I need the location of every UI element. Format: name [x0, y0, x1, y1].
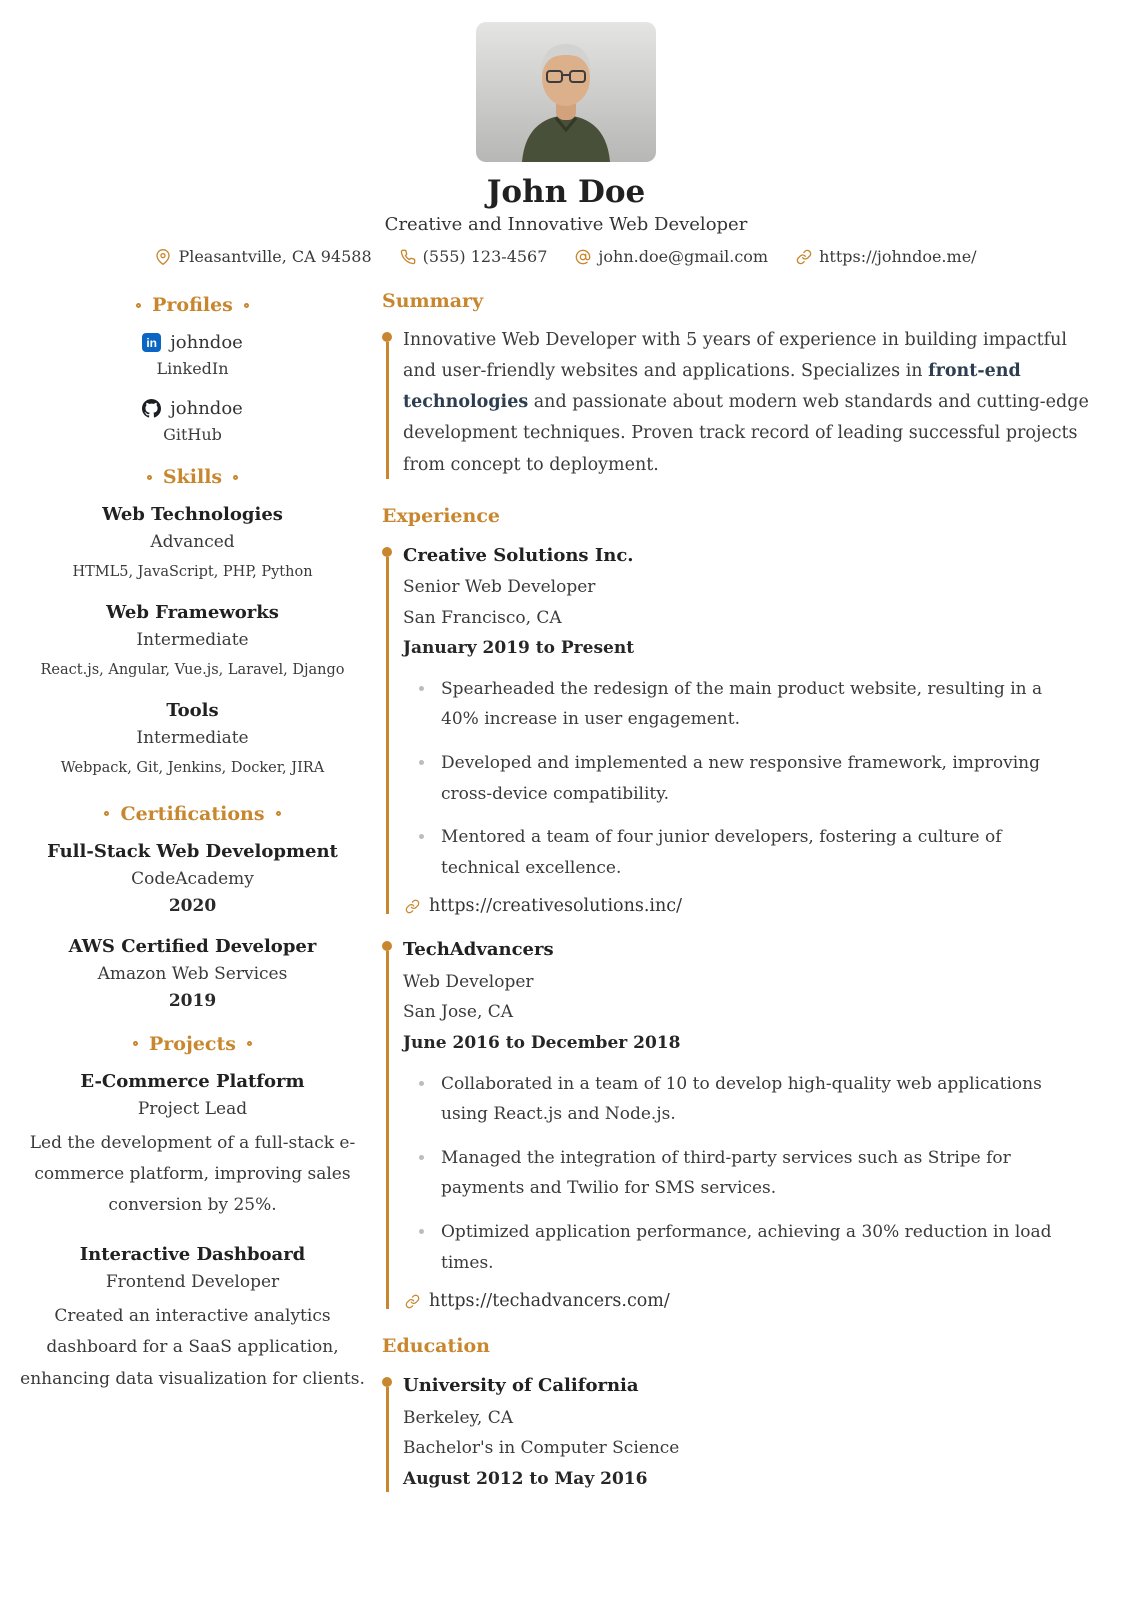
ring-icon	[244, 303, 249, 308]
timeline-line	[386, 557, 389, 915]
skill-name: Tools	[166, 700, 219, 722]
bullet-dot-icon	[419, 834, 424, 839]
ring-icon	[104, 811, 109, 816]
position-title: Web Developer	[403, 971, 534, 992]
bullet-dot-icon	[419, 1229, 424, 1234]
ring-icon	[136, 303, 141, 308]
portrait-illustration	[476, 22, 656, 162]
timeline-dot	[382, 332, 392, 342]
section-heading-experience: Experience	[382, 504, 500, 527]
project-role: Project Lead	[137, 1098, 248, 1119]
map-pin-icon	[155, 249, 171, 265]
section-heading-profiles	[20, 294, 365, 316]
company-url-text: https://creativesolutions.inc/	[429, 896, 682, 917]
bullet-text: Spearheaded the redesign of the main product website, resulting in a 40% increase in user engagement.	[441, 678, 1043, 730]
profile-network: LinkedIn	[156, 359, 229, 378]
school-location: Berkeley, CA	[403, 1407, 513, 1428]
contact-email[interactable]	[575, 247, 768, 266]
section-heading-skills	[20, 466, 365, 488]
company-url-text: https://techadvancers.com/	[429, 1291, 670, 1312]
section-experience	[382, 505, 1096, 1311]
link-icon	[405, 1294, 420, 1309]
summary-paragraph	[403, 325, 1096, 481]
link-icon	[405, 899, 420, 914]
bullet-item	[419, 674, 1083, 735]
certification-name: AWS Certified Developer	[68, 935, 317, 957]
profile-photo	[476, 22, 656, 162]
section-heading-projects	[20, 1033, 365, 1055]
profile-network: GitHub	[163, 425, 222, 444]
bullet-dot-icon	[419, 1155, 424, 1160]
bullet-item	[419, 748, 1083, 809]
certification-issuer: Amazon Web Services	[97, 963, 288, 984]
certification-year: 2020	[168, 895, 217, 916]
education-header	[403, 1370, 1096, 1494]
timeline-dot	[382, 941, 392, 951]
summary-text-after: and passionate about modern web standards and cutting-edge development techniques. Proven track record of leading successful projects from concept to deployment.	[403, 392, 1089, 475]
summary-text-bold: front-end technologies	[403, 361, 1021, 413]
skill-level: Intermediate	[136, 728, 249, 749]
position-title: Senior Web Developer	[403, 577, 596, 598]
project-description: Created an interactive analytics dashboard for a SaaS application, enhancing data visualization for clients.	[20, 1305, 365, 1389]
timeline-dot	[382, 1377, 392, 1387]
bullet-item	[419, 1069, 1083, 1130]
heading-label: Certifications	[120, 802, 265, 825]
profile-username: johndoe	[170, 332, 243, 353]
skill-name: Web Frameworks	[106, 602, 279, 624]
experience-entry	[382, 540, 1096, 917]
contact-row	[0, 247, 1132, 266]
bullet-text: Mentored a team of four junior developers, fostering a culture of technical excellence.	[441, 827, 1002, 878]
experience-bullets	[403, 1069, 1083, 1279]
certification-year: 2019	[168, 990, 217, 1011]
project-role: Frontend Developer	[105, 1271, 280, 1292]
section-education	[382, 1335, 1096, 1494]
resume-body	[0, 266, 1132, 1518]
timeline-line	[386, 342, 389, 479]
timeline-line	[386, 1387, 389, 1492]
contact-location	[155, 247, 371, 266]
resume-header	[0, 0, 1132, 266]
phone-text: (555) 123-4567	[422, 247, 548, 266]
page-title: John Doe	[486, 174, 646, 210]
profile-link[interactable]	[20, 398, 365, 419]
job-title: Creative and Innovative Web Developer	[384, 214, 748, 235]
summary-text-before: Innovative Web Developer with 5 years of experience in building impactful and user-friendly websites and applications. Specializes in	[403, 330, 1068, 382]
project-name: E-Commerce Platform	[80, 1070, 305, 1092]
ring-icon	[276, 811, 281, 816]
skill-level: Intermediate	[136, 630, 249, 651]
bullet-dot-icon	[419, 686, 424, 691]
skill-keywords: Webpack, Git, Jenkins, Docker, JIRA	[60, 760, 325, 777]
company-name: Creative Solutions Inc.	[403, 544, 634, 566]
email-text: john.doe@gmail.com	[598, 247, 769, 266]
heading-label: Skills	[162, 466, 223, 488]
ring-icon	[247, 1041, 252, 1046]
ring-icon	[147, 475, 152, 480]
company-url-link[interactable]	[403, 896, 1096, 916]
date-range: June 2016 to December 2018	[403, 1033, 681, 1054]
github-icon	[142, 399, 161, 418]
bullet-dot-icon	[419, 760, 424, 765]
education-entry	[382, 1370, 1096, 1494]
degree: Bachelor's in Computer Science	[403, 1438, 680, 1459]
date-range: January 2019 to Present	[403, 638, 635, 659]
skill-level: Advanced	[150, 532, 235, 552]
certification-name: Full-Stack Web Development	[47, 840, 338, 862]
website-text: https://johndoe.me/	[819, 247, 977, 266]
profile-item-linkedin	[20, 332, 365, 378]
company-name: TechAdvancers	[403, 939, 554, 961]
at-sign-icon	[575, 249, 591, 265]
project-item	[20, 1071, 365, 1222]
ring-icon	[233, 475, 238, 480]
contact-website[interactable]	[796, 247, 976, 266]
main-column	[382, 290, 1096, 1518]
experience-bullets	[403, 674, 1083, 884]
timeline-dot	[382, 547, 392, 557]
heading-label: Profiles	[152, 294, 233, 316]
skill-keywords: React.js, Angular, Vue.js, Laravel, Django	[40, 662, 345, 679]
bullet-item	[419, 1143, 1083, 1204]
profile-item-github	[20, 398, 365, 444]
section-summary	[382, 290, 1096, 481]
experience-header	[403, 934, 1096, 1058]
timeline-line	[386, 951, 389, 1309]
bullet-text: Managed the integration of third-party services such as Stripe for payments and Twilio for SMS services.	[441, 1147, 1011, 1199]
certification-issuer: CodeAcademy	[131, 868, 254, 889]
section-heading-summary: Summary	[382, 290, 484, 312]
heading-label: Projects	[149, 1032, 236, 1055]
location-text: Pleasantville, CA 94588	[178, 247, 372, 266]
bullet-text: Developed and implemented a new responsive framework, improving cross-device compatibility.	[441, 753, 1041, 804]
phone-icon	[400, 249, 416, 265]
link-icon	[796, 249, 812, 265]
summary-entry	[382, 325, 1096, 481]
company-location: San Francisco, CA	[403, 607, 562, 628]
project-description: Led the development of a full-stack e-commerce platform, improving sales conversion by 25%.	[29, 1132, 356, 1216]
company-url-link[interactable]	[403, 1291, 1096, 1311]
bullet-item	[419, 822, 1083, 883]
skill-name: Web Technologies	[102, 504, 283, 525]
skill-keywords: HTML5, JavaScript, PHP, Python	[72, 564, 313, 580]
bullet-text: Optimized application performance, achieving a 30% reduction in load times.	[441, 1221, 1052, 1273]
project-name: Interactive Dashboard	[79, 1243, 306, 1265]
bullet-dot-icon	[419, 1081, 424, 1086]
experience-header	[403, 540, 1096, 664]
bullet-text: Collaborated in a team of 10 to develop high-quality web applications using React.js and Node.js.	[441, 1073, 1042, 1125]
certification-item	[20, 936, 365, 1011]
company-location: San Jose, CA	[403, 1002, 514, 1023]
profile-username: johndoe	[170, 398, 243, 419]
sidebar	[20, 290, 365, 1417]
skill-item	[20, 504, 365, 584]
section-heading-education: Education	[382, 1335, 490, 1358]
bullet-item	[419, 1217, 1083, 1278]
project-item	[20, 1244, 365, 1395]
ring-icon	[133, 1041, 138, 1046]
skill-item	[20, 700, 365, 780]
experience-entry	[382, 934, 1096, 1311]
section-heading-certifications	[20, 803, 365, 825]
linkedin-icon: in	[142, 333, 161, 352]
date-range: August 2012 to May 2016	[403, 1468, 648, 1489]
contact-phone[interactable]	[400, 247, 548, 266]
certification-item	[20, 841, 365, 916]
skill-item	[20, 602, 365, 682]
school-name: University of California	[403, 1375, 639, 1397]
profile-link[interactable]	[20, 332, 365, 353]
